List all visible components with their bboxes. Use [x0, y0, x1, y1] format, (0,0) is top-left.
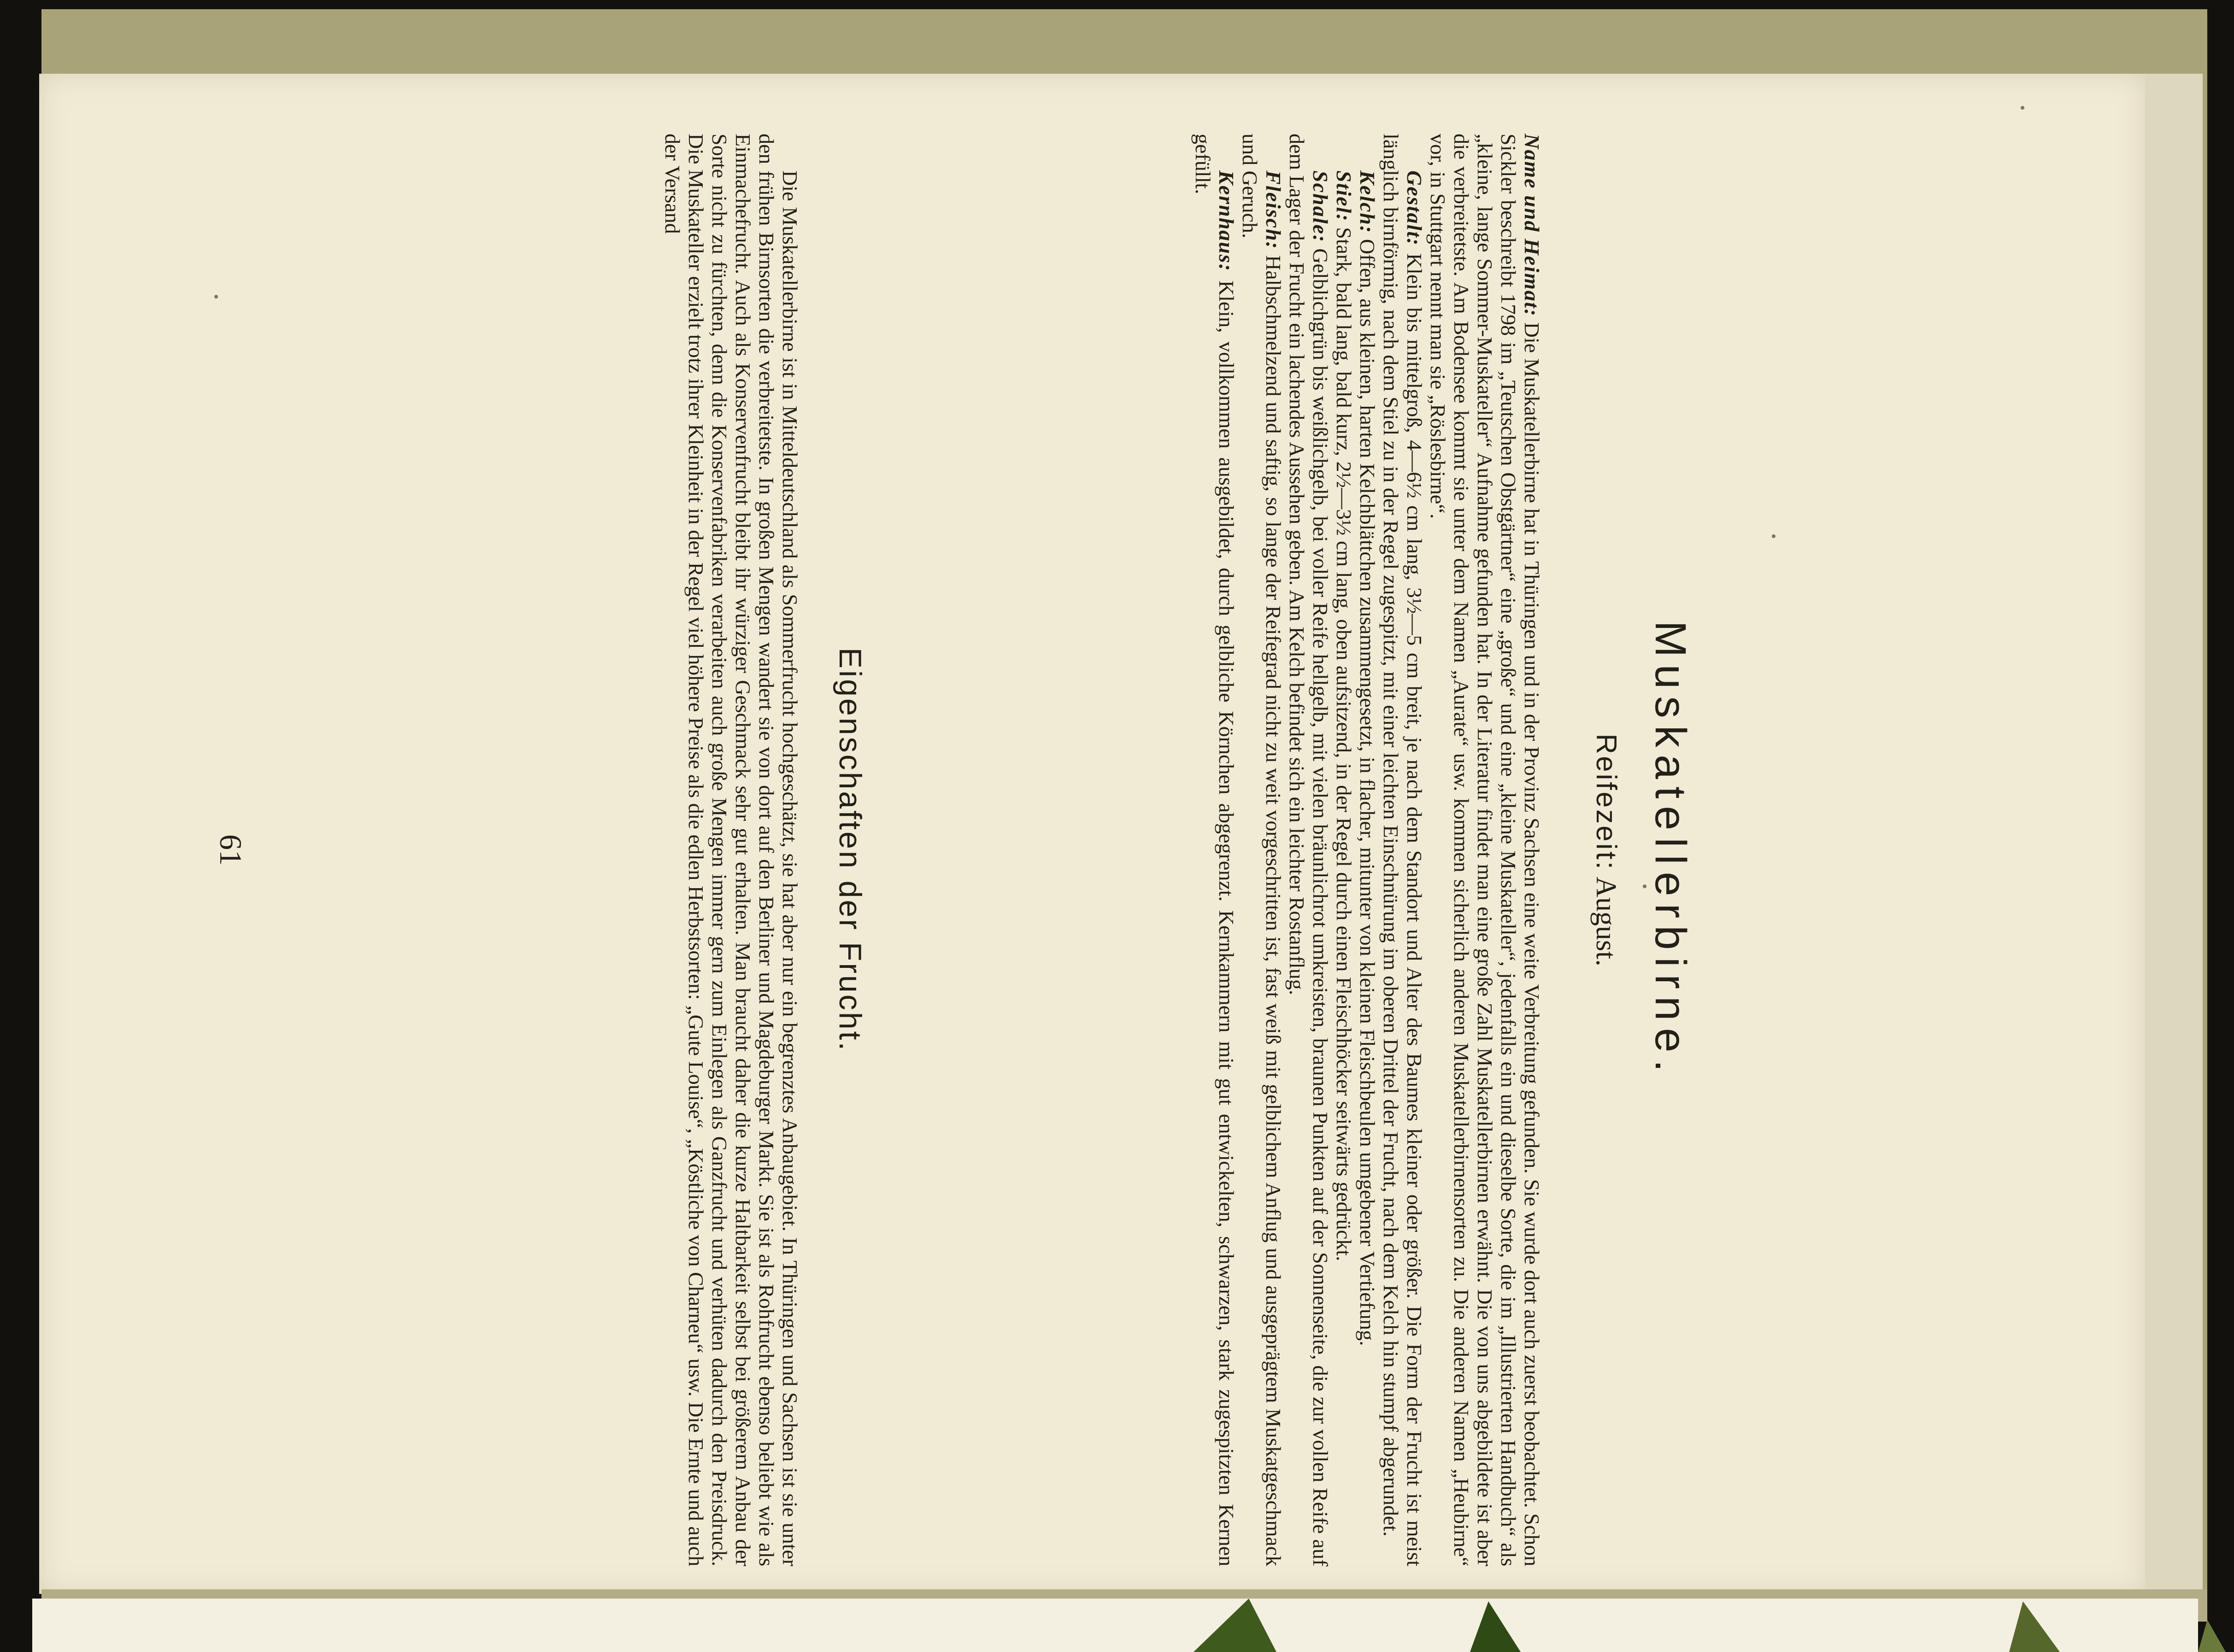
paragraph-gestalt [1379, 134, 1426, 1566]
ripening-value: August. [1590, 876, 1622, 967]
properties-body [661, 134, 802, 1566]
paragraph-stiel [1332, 134, 1356, 1566]
paragraph-schale [1285, 134, 1332, 1566]
section-label: Stiel: [1332, 170, 1356, 222]
section-label: Name und Heimat: [1520, 134, 1544, 317]
ripening-time [1587, 124, 1624, 1576]
section-label: Schale: [1309, 170, 1332, 243]
rotated-text-block [0, 124, 1700, 1576]
section-text: Offen, aus kleinen, harten Kelchblättchen zusammengesetzt, in flacher, mitunter von kleinen Fleischbeulen umgebener Vertiefung. [1356, 239, 1379, 1346]
paragraph-kelch [1356, 134, 1379, 1566]
section-text: Halbschmelzend und saftig, so lange der Reifegrad nicht zu weit vorgeschritten ist, fast weiß mit gelblichem Anflug und ausgeprägtem Muskatgeschmack und Geruch. [1238, 134, 1285, 1566]
page-title: Muskatellerbirne. [1646, 621, 1695, 1079]
section-label: Fleisch: [1262, 170, 1285, 250]
paragraph-fleisch [1238, 134, 1285, 1566]
properties-paragraph: Die Muskatellerbirne ist in Mitteldeutschland als Sommerfrucht hochgeschätzt, sie hat aber nur ein begrenztes Anbaugebiet. In Thüringen und Sachsen ist sie unter den frühen Birnsorten die verbreitetste. In großen Mengen wandert sie von dort auf den Berliner und Magdeburger Markt. Sie ist als Rohfrucht ebenso beliebt wie als Einmachefrucht. Auch als Konservenfrucht bleibt ihr würziger Geschmack sehr gut erhalten. Man braucht daher die kurze Haltbarkeit selbst bei größerem Anbau der Sorte nicht zu fürchten, denn die Konservenfabriken verarbeiten auch große Mengen immer gern zum Einlegen als Ganzfrucht und verhüten dadurch den Preisdruck. Die Muskateller erzielt trotz ihrer Kleinheit in der Regel viel höhere Preise als die edlen Herbstsorten: „Gute Louise“, „Köstliche von Charneu“ usw. Die Ernte und auch der Versand [661, 134, 802, 1566]
leaf-shape [1470, 1601, 1521, 1652]
leaf-shape [1193, 1599, 1276, 1652]
section-text: Klein, vollkommen ausgebildet, durch gelbliche Körnchen abgegrenzt. Kernkammern mit gut entwickelten, schwarzen, stark zugespitzten Kernen gefüllt. [1191, 134, 1238, 1566]
section-heading-properties: Eigenschaften der Frucht. [833, 647, 868, 1053]
page-edge [2143, 74, 2203, 1594]
section-text: Klein bis mittelgroß, 4—6½ cm lang, 3½—5 cm breit, je nach dem Standort und Alter des Baumes kleiner oder größer. Die Form der Frucht ist meist länglich birnförmig, nach dem Stiel zu in der Regel zugespitzt, mit einer leichten Einschnürung im oberen Drittel der Frucht, nach dem Kelch hin stumpf abgerundet. [1379, 134, 1426, 1566]
section-label: Kernhaus: [1215, 170, 1238, 272]
leaf-shape [2009, 1601, 2060, 1652]
section-text: Gelblichgrün bis weißlichgelb, bei voller Reife hellgelb, mit vielen bräunlichrot umkreisten, braunen Punkten auf der Sonnenseite, die zur vollen Reife auf dem Lager der Frucht ein lachendes Aussehen geben. Am Kelch befindet sich ein leichter Rostanflug. [1285, 134, 1332, 1567]
next-page-illustration [32, 1599, 2198, 1652]
section-text: Stark, bald lang, bald kurz, 2½—3½ cm lang, oben aufsitzend, in der Regel durch einen Fleischhöcker seitwärts gedrückt. [1332, 227, 1356, 1261]
paragraph-name-heimat [1426, 134, 1544, 1566]
page-number: 61 [213, 834, 248, 866]
section-label: Kelch: [1356, 170, 1379, 234]
ripening-label: Reifezeit: [1590, 733, 1622, 871]
section-label: Gestalt: [1403, 170, 1426, 246]
paragraph-kernhaus [1191, 134, 1238, 1566]
leaf-shape [2198, 1620, 2226, 1652]
section-text: Die Muskatellerbirne hat in Thüringen und in der Provinz Sachsen eine weite Verbreitung gefunden. Sie wurde dort auch zuerst beobachtet. Schon Sickler beschreibt 1798 im „Teutschen Obstgärtner“ eine „große“ und eine „kleine Muskateller“, jedenfalls ein und dieselbe Sorte, die im „Illustrierten Handbuch“ als „kleine, lange Sommer-Muskateller“ Aufnahme gefunden hat. In der Literatur findet man eine große Zahl Muskatellerbirnen erwähnt. Die von uns abgebildete ist aber die verbreitetste. Am Bodensee kommt sie unter dem Namen „Aurate“ usw. kommen sicherlich anderen Muskatellerbirnensorten zu. Die anderen Namen „Heubirne“ vor, in Stuttgart nennt man sie „Röslesbirne“. [1426, 134, 1544, 1566]
description-body [1191, 134, 1544, 1566]
paper-speck [1772, 534, 1775, 538]
paper-speck [2021, 106, 2024, 110]
